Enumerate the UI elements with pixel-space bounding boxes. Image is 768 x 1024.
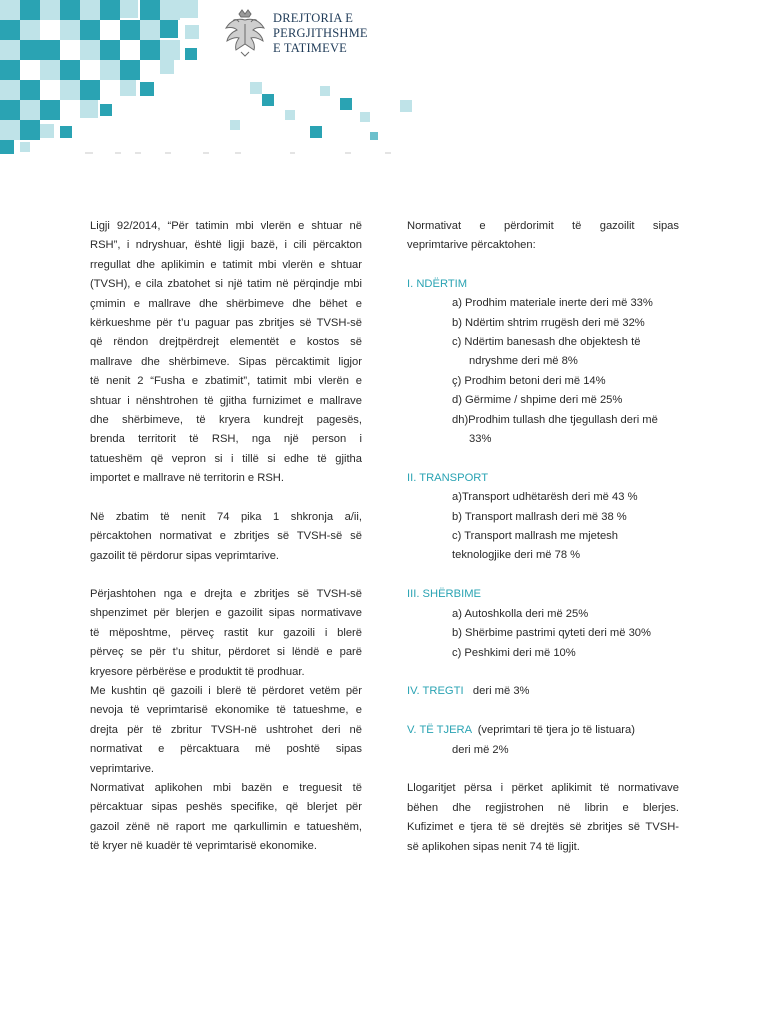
text-line: të mëposhtme, përveç rastit kur gazoili i blerë [90, 626, 362, 639]
section-heading-other: V. TË TJERA [407, 724, 472, 737]
trade-limit: deri më 3% [472, 685, 530, 698]
other-description: (veprimtari të tjera jo të listuara) [477, 724, 635, 737]
text-line: importet e mallrave në territorin e RSH. [90, 472, 284, 485]
mosaic-tile [40, 60, 60, 80]
text-line: RSH”, i ndryshuar, është ligji bazë, i cili përcakton [90, 239, 362, 252]
mosaic-tile [60, 60, 80, 80]
mosaic-tile [0, 20, 20, 40]
mosaic-tile [310, 126, 322, 138]
list-item: b) Transport mallrash deri më 38 % [452, 510, 627, 523]
mosaic-tile [80, 40, 100, 60]
text-line: mallrave dhe shërbimeve. Sipas përcaktimit ligjor [90, 355, 362, 368]
org-name-line-3: E TATIMEVE [273, 41, 348, 55]
mosaic-tile [120, 20, 140, 40]
mosaic-tile [160, 20, 178, 38]
text-line: Në zbatim të nenit 74 pika 1 shkronja a/ii, [90, 510, 362, 523]
mosaic-tile [185, 48, 197, 60]
text-line: shtuar i nënshtrohen të gjitha furnizimet e mallrave [90, 394, 362, 407]
mosaic-tile [160, 0, 180, 20]
mosaic-tile [20, 142, 30, 152]
section-heading-transport: II. TRANSPORT [407, 471, 489, 484]
text-line: bëhen dhe regjistrohen në librin e blerjes. [407, 801, 679, 814]
mosaic-tile [285, 110, 295, 120]
list-item-continuation: 33% [469, 433, 492, 446]
text-line: Me kushtin që gazoili i blerë të përdoret vetëm për [90, 684, 362, 697]
section-trade [407, 682, 679, 701]
text-line: përcaktohen normativat e zbritjes së TVSH-së së [90, 530, 362, 543]
mosaic-tile [100, 104, 112, 116]
list-item: ç) Prodhim betoni deri më 14% [452, 374, 606, 387]
paragraph-vat-law [90, 217, 362, 489]
mosaic-tile [140, 40, 160, 60]
mosaic-tile [100, 40, 120, 60]
mosaic-tile [0, 140, 14, 154]
mosaic-tile [120, 0, 138, 18]
mosaic-tile [100, 60, 120, 80]
mosaic-tile [160, 40, 180, 60]
mosaic-tile [185, 25, 199, 39]
paragraph-application [90, 779, 362, 857]
paragraph-conditions [90, 682, 362, 779]
mosaic-tile [320, 86, 330, 96]
list-item: a) Prodhim materiale inerte deri më 33% [452, 297, 653, 310]
mosaic-tile [80, 100, 98, 118]
text-line: Normativat aplikohen mbi bazën e treguesit të [90, 781, 362, 794]
paragraph-closing [407, 779, 679, 857]
mosaic-tile [80, 0, 100, 20]
mosaic-tile [230, 120, 240, 130]
mosaic-tile [180, 0, 198, 18]
list-item-continuation: teknologjike deri më 78 % [452, 549, 581, 562]
construction-list [407, 294, 679, 449]
services-list [407, 605, 679, 663]
mosaic-tile [20, 20, 40, 40]
header-divider [85, 150, 395, 156]
text-line: Kufizimet e tjera të së drejtës së zbritjes së TVSH- [407, 821, 679, 834]
mosaic-tile [250, 82, 262, 94]
paragraph-exemptions [90, 585, 362, 682]
mosaic-tile [140, 82, 154, 96]
text-line: veprimtarive përcaktohen: [407, 239, 536, 252]
mosaic-tile [40, 40, 60, 60]
mosaic-tile [60, 0, 80, 20]
mosaic-tile [360, 112, 370, 122]
paragraph-article-74 [90, 508, 362, 566]
text-line: së aplikohen sipas nenit 74 të ligjit. [407, 840, 580, 853]
text-line: brenda territorit të RSH, nga një person i [90, 433, 362, 446]
mosaic-tile [20, 80, 40, 100]
double-headed-eagle-emblem-icon [222, 8, 268, 58]
transport-list [407, 488, 679, 566]
mosaic-tile [100, 0, 120, 20]
mosaic-tile [80, 80, 100, 100]
list-item: a) Autoshkolla deri më 25% [452, 607, 589, 620]
text-line: kryesore përbërëse e produktit të prodhuar. [90, 665, 305, 678]
mosaic-tile [160, 60, 174, 74]
mosaic-tile [140, 0, 160, 20]
mosaic-tile [340, 98, 352, 110]
mosaic-tile [20, 100, 40, 120]
text-line: rregullat dhe aplikimin e tatimit mbi vlerën e shtuar [90, 258, 362, 271]
text-line: veprimtarive. [90, 762, 155, 775]
text-line: (TVSH), e cila zbatohet si një tatim në përqindje mbi [90, 278, 362, 291]
mosaic-tile [20, 120, 40, 140]
list-item: c) Peshkimi deri më 10% [452, 646, 576, 659]
mosaic-tile [0, 60, 20, 80]
list-item-continuation: ndryshme deri më 8% [469, 355, 578, 368]
text-line: nevoja të veprimtarisë ekonomike të tatueshme, e [90, 704, 362, 717]
section-heading-construction: I. NDËRTIM [407, 277, 468, 290]
other-limit: deri më 2% [452, 743, 509, 756]
text-line: përcaktuar sipas peshës specifike, që blerjet për [90, 801, 362, 814]
mosaic-tile [0, 120, 20, 140]
section-other [407, 721, 679, 740]
text-line: Normativat e përdorimit të gazoilit sipas [407, 220, 679, 232]
list-item: b) Shërbime pastrimi qyteti deri më 30% [452, 627, 651, 640]
text-line: dhe shërbimeve, të kryera kundrejt pagesës, [90, 414, 362, 427]
org-name-line-1: DREJTORIA E [273, 11, 354, 25]
text-line: normativat e përcaktuara më poshtë sipas [90, 743, 362, 756]
mosaic-tile [60, 126, 72, 138]
paragraph-intro [407, 217, 679, 256]
section-heading-services: III. SHËRBIME [407, 588, 481, 601]
mosaic-tile [120, 60, 140, 80]
mosaic-tile [20, 40, 40, 60]
organization-name [273, 11, 368, 56]
text-line: gazoilit të përdorur sipas veprimtarive. [90, 549, 280, 562]
mosaic-tile [60, 20, 80, 40]
text-line: Përjashtohen nga e drejta e zbritjes së TVSH-së [90, 587, 362, 600]
mosaic-tile [0, 80, 20, 100]
right-column [407, 217, 679, 857]
text-line: gazoil zënë në raport me qarkullimin e tatueshëm, [90, 820, 362, 833]
list-item: b) Ndërtim shtrim rrugësh deri më 32% [452, 316, 645, 329]
mosaic-tile [60, 80, 80, 100]
text-line: që rëndon drejtpërdrejt elementët e kostos së [90, 336, 362, 349]
list-item: a)Transport udhëtarësh deri më 43 % [452, 491, 638, 504]
list-item: c) Transport mallrash me mjetesh [452, 530, 618, 543]
mosaic-tile [0, 100, 20, 120]
mosaic-tile [400, 100, 412, 112]
mosaic-tile [120, 80, 136, 96]
text-line: të kryer në kuadër të veprimtarisë ekonomike. [90, 840, 317, 853]
mosaic-tile [80, 20, 100, 40]
org-name-line-2: PERGJITHSHME [273, 26, 368, 40]
mosaic-tile [140, 20, 160, 40]
mosaic-tile [40, 100, 60, 120]
mosaic-tile [0, 0, 20, 20]
text-line: shpenzimet për blerjen e gazoilit sipas normativave [90, 607, 362, 620]
mosaic-tile [20, 0, 40, 20]
left-column [90, 217, 362, 857]
mosaic-tile [262, 94, 274, 106]
list-item: c) Ndërtim banesash dhe objektesh të [452, 336, 641, 349]
section-heading-trade: IV. TREGTI [407, 685, 464, 698]
text-line: tatueshëm që vepron si i tillë si edhe të gjitha [90, 452, 362, 465]
mosaic-tile [40, 0, 60, 20]
text-line: të nenit 2 “Fusha e zbatimit”, tatimit mbi vlerën e [90, 375, 362, 388]
text-line: përveç se për t’u shitur, përdoret si lëndë e parë [90, 646, 362, 659]
mosaic-tile [40, 124, 54, 138]
list-item: d) Gërmime / shpime deri më 25% [452, 394, 623, 407]
list-item: dh)Prodhim tullash dhe tjegullash deri më [452, 413, 658, 426]
mosaic-tile [370, 132, 378, 140]
text-line: Ligji 92/2014, “Për tatimin mbi vlerën e shtuar në [90, 220, 362, 232]
mosaic-tile [0, 40, 20, 60]
text-line: drejta për të zbritur TVSH-në ushtrohet deri në [90, 723, 362, 736]
text-line: çmimin e mallrave dhe shërbimeve dhe bëhet e [90, 297, 362, 310]
text-line: Llogaritjet përsa i përket aplikimit të normativave [407, 782, 679, 795]
text-line: kërkueshme për t’u paguar pas zbritjes së TVSH-së [90, 317, 362, 330]
